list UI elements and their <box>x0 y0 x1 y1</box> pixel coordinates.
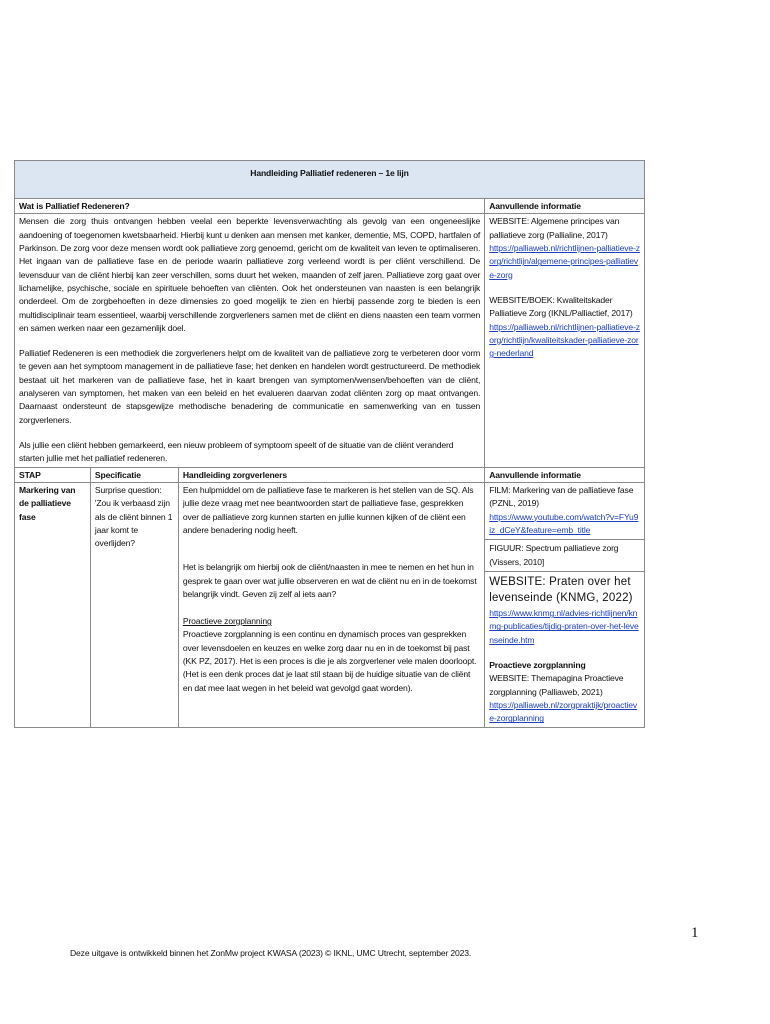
col-aanvullend: Aanvullende informatie <box>485 467 645 482</box>
info-label: WEBSITE/BOEK: Kwaliteitskader Palliatieve Zorg (IKNL/Palliactief, 2017) <box>489 294 633 319</box>
film-link[interactable]: https://www.youtube.com/watch?v=FYu9iz_dCeY&feature=emb_title <box>489 511 639 535</box>
step-row <box>15 482 645 727</box>
intro-header-row <box>15 199 645 214</box>
step-header-row <box>15 467 645 482</box>
website-link[interactable]: https://www.knmg.nl/advies-richtlijnen/knmg-publicaties/tijdig-praten-over-het-levenseinde.htm <box>489 608 639 645</box>
intro-info-header: Aanvullende informatie <box>485 199 645 214</box>
proactive-title: Proactieve zorgplanning <box>182 616 272 627</box>
step-handleiding <box>178 482 484 727</box>
kwaliteitskader-link[interactable]: https://palliaweb.nl/richtlijnen-palliatieve-zorg/richtlijn/kwaliteitskader-palliatieve-zorg-nederland <box>489 321 640 359</box>
intro-row <box>15 214 645 467</box>
intro-text <box>15 214 485 467</box>
guide-table <box>14 160 645 728</box>
handleiding-paragraph: Een hulpmiddel om de palliatieve fase te markeren is het stellen van de SQ. Als jullie deze vraag met nee beantwoorden start de palliatieve fase, gesprekken over de palliatieve zorg kunnen starten en jullie kunnen kijken of de cliënt een andere benadering nodig heeft. <box>182 484 474 535</box>
proactive-text: Proactieve zorgplanning is een continu en dynamisch proces van gesprekken over levensdoelen en keuzes en welke zorg daar nu en in de toekomst bij past (KK PZ, 2017). Het is een proces is die je als zorgverlener vele malen doorloopt. (Het is een denk proces dat je laat stil staan bij de huidige situatie van de cliënt en dat mee laat wegen in het beleid wat gevolgd gaat worden). <box>182 629 477 693</box>
col-handleiding: Handleiding zorgverleners <box>178 467 484 482</box>
step-specificatie: Surprise question: 'Zou ik verbaasd zijn als de cliënt binnen 1 jaar komt te overlijden? <box>90 482 178 727</box>
principles-link[interactable]: https://palliaweb.nl/richtlijnen-palliatieve-zorg/richtlijn/algemene-principes-palliatieve-zorg <box>489 242 640 280</box>
intro-info <box>485 214 645 467</box>
col-specificatie: Specificatie <box>90 467 178 482</box>
page-number: 1 <box>691 925 699 941</box>
info-label: WEBSITE: Algemene principes van palliatieve zorg (Pallialine, 2017) <box>489 216 620 240</box>
info-block-principles <box>489 215 640 282</box>
info-block-kwaliteitskader <box>489 294 640 361</box>
title-row <box>15 161 645 199</box>
figuur-label: FIGUUR: Spectrum palliatieve zorg (Vissers, 2010] <box>485 539 644 569</box>
website-label: WEBSITE: Praten over het levenseinde (KNMG, 2022) <box>485 571 644 607</box>
intro-paragraph: Als jullie een cliënt hebben gemarkeerd, een nieuw probleem of symptoom speelt of de situatie van de cliënt veranderd starten jullie met het palliatief redeneren. <box>19 440 454 464</box>
footer: Deze uitgave is ontwikkeld binnen het ZonMw project KWASA (2023) © IKNL, UMC Utrecht, september 2023. <box>70 948 472 958</box>
intro-paragraph: Palliatief Redeneren is een methodiek die zorgverleners helpt om de kwaliteit van de palliatieve zorg te verbeteren door vorm te geven aan het symptoom management in de palliatieve fase; het denken en handelen wordt gestructureerd. De methodiek bestaat uit het markeren van de palliatieve fase, het in kaart brengen van symptomen/wensen/behoeften van de cliënt, analyseren van symptomen, het maken van een beleid en het evalueren daarvan zodat cliënten zorg op maat ontvangen. Daarnaast ondersteunt de stapsgewijze methodische benadering de communicatie en samenwerking van en tussen zorgverleners. <box>19 348 481 425</box>
page-title: Handleiding Palliatief redeneren – 1e lijn <box>15 161 645 199</box>
info-proactive-title: Proactieve zorgplanning <box>489 660 586 671</box>
proactive-link[interactable]: https://palliaweb.nl/zorgpraktijk/proactieve-zorgplanning <box>489 700 638 724</box>
step-info <box>485 482 645 727</box>
col-stap: STAP <box>15 467 91 482</box>
step-name: Markering van de palliatieve fase <box>15 482 91 727</box>
intro-paragraph: Mensen die zorg thuis ontvangen hebben veelal een beperkte levensverwachting als gevolg van een ongeneeslijke aandoening of toegenomen kwetsbaarheid. Hierbij kunt u denken aan mensen met kanker, dementie, MS, COPD, hartfalen of Parkinson. De zorg voor deze mensen wordt ook palliatieve zorg genoemd, gericht om de kwaliteit van leven te optimaliseren. Het ingaan van de palliatieve fase en de periode waarin palliatieve zorg verleend wordt is per cliënt verschillend. De levensduur van de cliënt hierbij kan zeer verschillen, soms duurt het weken, maanden of zelf jaren. Palliatieve zorg gaat over lichamelijke, psychische, sociale en spirituele behoeften van cliënten. Ook het ondersteunen van naasten is een belangrijk onderdeel. Om de zorgbehoeften in deze dimensies zo goed mogelijk te zien en hierbij passende zorg te bieden is een multidisciplinair team essentieel, waarbij verschillende zorgverleners samen met de cliënt en diens naasten een team vormen en samen werken naar een gezamenlijk doel. <box>19 216 481 333</box>
handleiding-paragraph: Het is belangrijk om hierbij ook de cliënt/naasten in mee te nemen en het hun in gesprek te gaan over wat jullie observeren en wat de cliënt nu en in de toekomst belangrijk vindt. Geven zij zelf al iets aan? <box>182 562 477 599</box>
film-label: FILM: Markering van de palliatieve fase (PZNL, 2019) <box>489 484 634 509</box>
info-proactive-label: WEBSITE: Themapagina Proactieve zorgplanning (Palliaweb, 2021) <box>489 673 624 697</box>
intro-header: Wat is Palliatief Redeneren? <box>15 199 485 214</box>
